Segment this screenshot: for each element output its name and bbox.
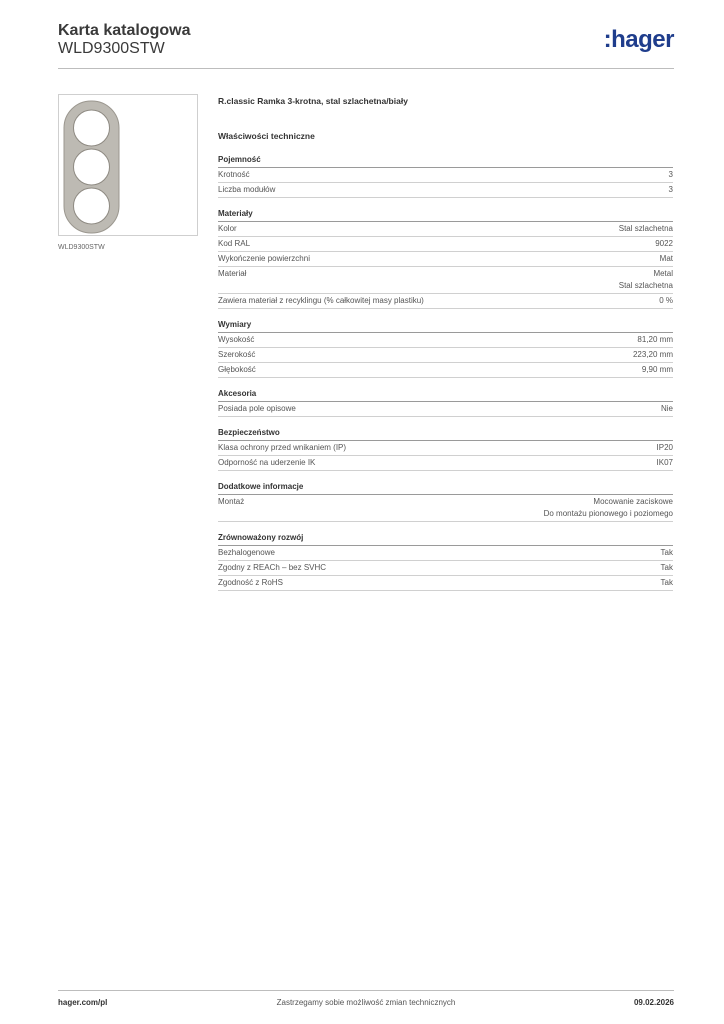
spec-label: Klasa ochrony przed wnikaniem (IP)	[218, 443, 347, 452]
spec-row	[218, 561, 673, 576]
spec-row	[218, 222, 673, 237]
spec-label: Bezhalogenowe	[218, 548, 275, 557]
spec-row	[218, 456, 673, 471]
spec-value: 9022	[655, 239, 673, 248]
spec-label: Zgodność z RoHS	[218, 578, 283, 587]
spec-section	[218, 319, 673, 378]
spec-value: IP20	[656, 443, 673, 452]
spec-section	[218, 388, 673, 417]
spec-content	[218, 94, 673, 601]
spec-value: Tak	[660, 563, 673, 572]
spec-row	[218, 333, 673, 348]
spec-value: Stal szlachetna	[618, 224, 673, 233]
three-gang-frame-image	[59, 95, 199, 237]
spec-row	[218, 267, 673, 294]
spec-label: Głębokość	[218, 365, 256, 374]
product-name: R.classic Ramka 3-krotna, stal szlachetna/biały	[218, 96, 408, 106]
image-caption: WLD9300STW	[58, 244, 105, 251]
spec-section	[218, 427, 673, 471]
spec-value: Metal Stal szlachetna	[618, 269, 673, 290]
spec-row	[218, 183, 673, 198]
spec-label: Szerokość	[218, 350, 256, 359]
spec-row	[218, 402, 673, 417]
spec-value: Mocowanie zaciskowe Do montażu pionowego i poziomego	[543, 497, 673, 518]
spec-label: Wykończenie powierzchni	[218, 254, 310, 263]
spec-value: 0 %	[659, 296, 673, 305]
spec-label: Zawiera materiał z recyklingu (% całkowitej masy plastiku)	[218, 296, 424, 305]
spec-label: Zgodny z REACh – bez SVHC	[218, 563, 327, 572]
section-title: Zrównoważony rozwój	[218, 532, 673, 546]
product-image	[58, 94, 198, 236]
spec-label: Odporność na uderzenie IK	[218, 458, 316, 467]
spec-value: 3	[668, 170, 673, 179]
spec-row	[218, 546, 673, 561]
spec-row	[218, 252, 673, 267]
spec-label: Montaż	[218, 497, 245, 506]
spec-value: 9,90 mm	[641, 365, 673, 374]
spec-value: Nie	[660, 404, 673, 413]
spec-value: Mat	[659, 254, 673, 263]
document-title: Karta katalogowa	[58, 22, 191, 39]
section-title: Bezpieczeństwo	[218, 427, 673, 441]
hager-logo: :hager	[603, 26, 674, 53]
header-divider	[58, 68, 674, 69]
spec-value: Tak	[660, 578, 673, 587]
spec-row	[218, 495, 673, 522]
document-header	[58, 22, 674, 58]
spec-section	[218, 481, 673, 522]
section-title: Wymiary	[218, 319, 673, 333]
footer-website-link[interactable]: hager.com/pl	[58, 998, 108, 1007]
footer-disclaimer: Zastrzegamy sobie możliwość zmian technicznych	[276, 998, 456, 1007]
spec-row	[218, 168, 673, 183]
spec-label: Krotność	[218, 170, 250, 179]
spec-label: Liczba modułów	[218, 185, 276, 194]
product-code: WLD9300STW	[58, 40, 165, 57]
spec-row	[218, 441, 673, 456]
footer-date: 09.02.2026	[633, 998, 674, 1007]
section-title: Materiały	[218, 208, 673, 222]
spec-label: Kolor	[218, 224, 237, 233]
spec-section	[218, 208, 673, 309]
spec-value: Tak	[660, 548, 673, 557]
footer-divider	[58, 990, 674, 991]
spec-value: 223,20 mm	[632, 350, 673, 359]
spec-row	[218, 237, 673, 252]
spec-sections	[218, 154, 673, 591]
spec-value: 81,20 mm	[637, 335, 673, 344]
spec-row	[218, 576, 673, 591]
spec-row	[218, 348, 673, 363]
spec-row	[218, 294, 673, 309]
spec-row	[218, 363, 673, 378]
spec-label: Posiada pole opisowe	[218, 404, 296, 413]
section-title: Dodatkowe informacje	[218, 481, 673, 495]
technical-properties-heading: Właściwości techniczne	[218, 131, 315, 141]
spec-label: Kod RAL	[218, 239, 251, 248]
spec-value: 3	[668, 185, 673, 194]
section-title: Pojemność	[218, 154, 673, 168]
spec-section	[218, 532, 673, 591]
section-title: Akcesoria	[218, 388, 673, 402]
spec-value: IK07	[656, 458, 673, 467]
spec-label: Wysokość	[218, 335, 255, 344]
spec-label: Materiał	[218, 269, 247, 278]
spec-section	[218, 154, 673, 198]
